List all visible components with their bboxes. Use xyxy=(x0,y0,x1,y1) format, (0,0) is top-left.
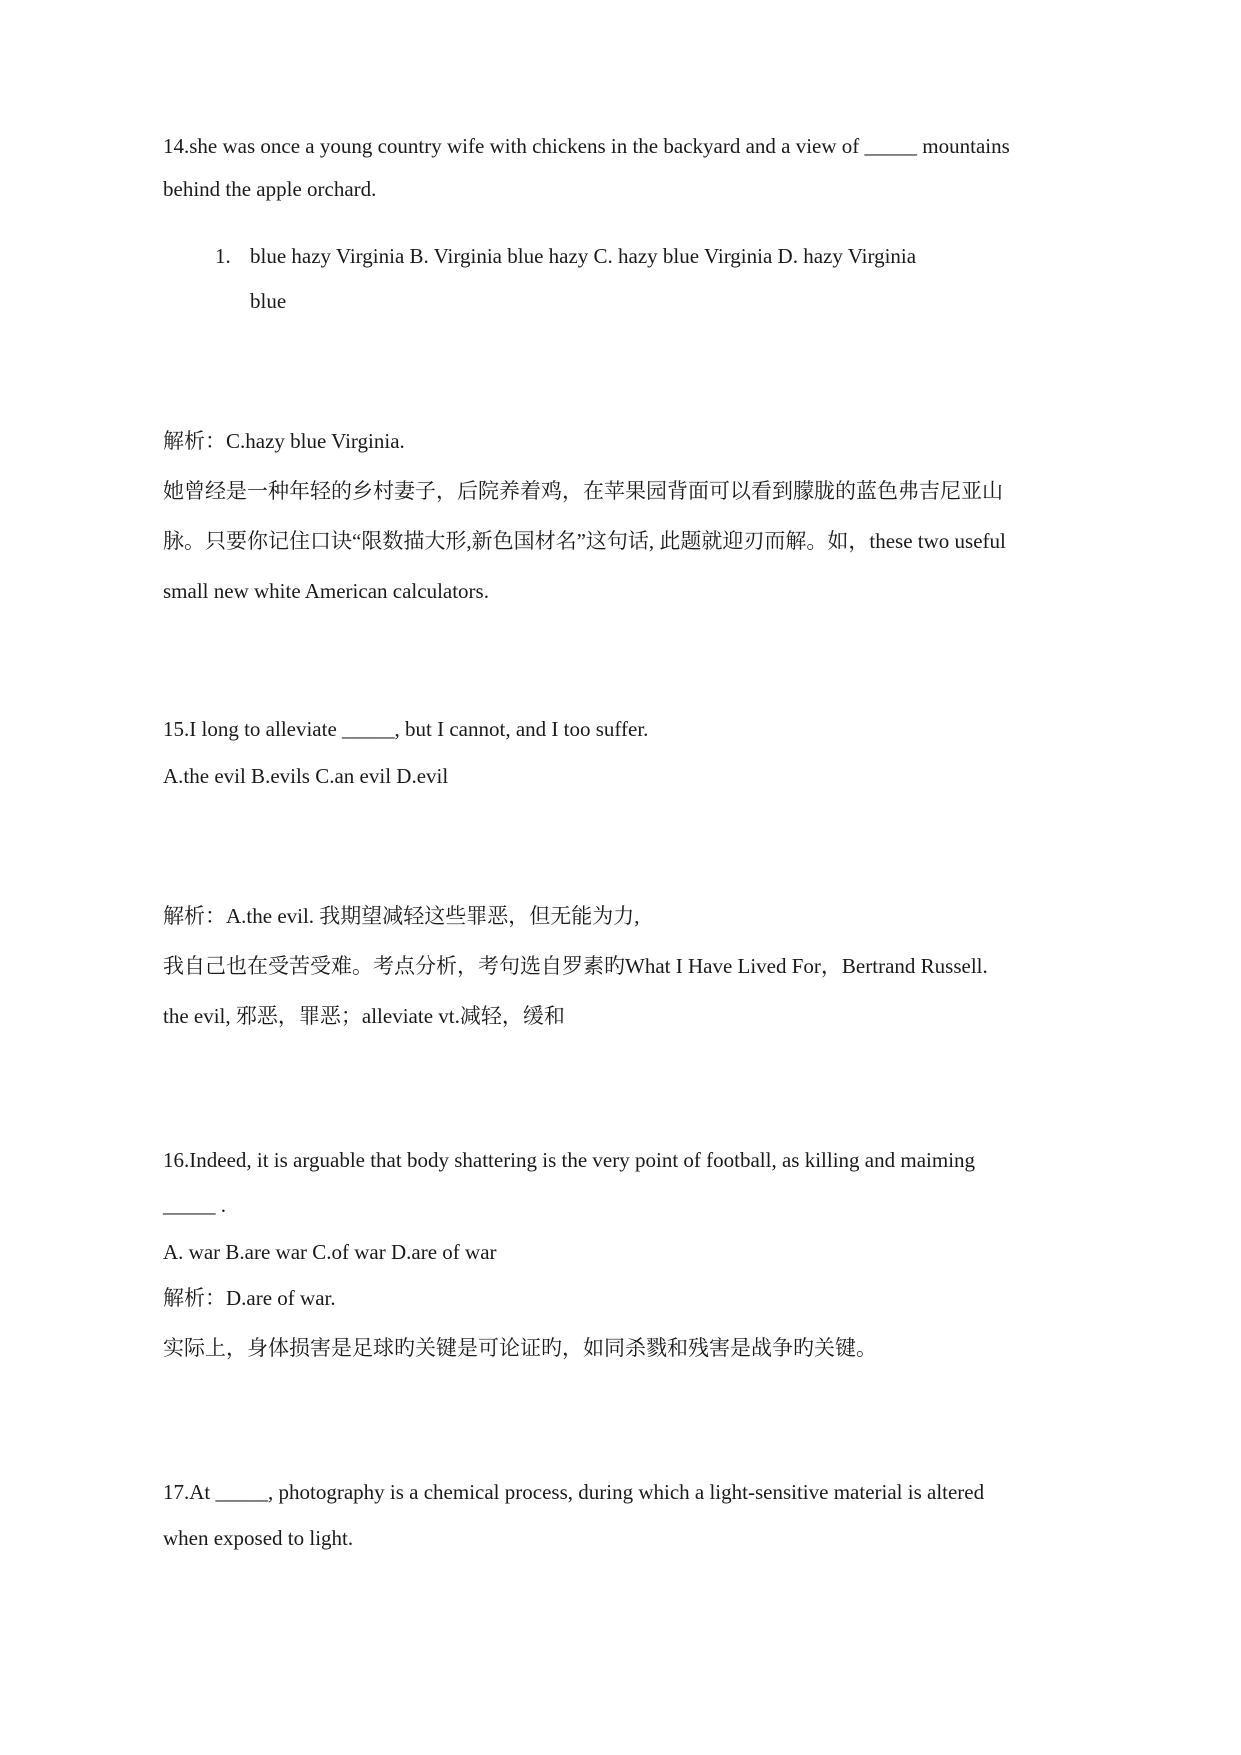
q15-stem: 15.I long to alleviate _____, but I cannot, and I too suffer. xyxy=(163,717,649,741)
q14-analysis-line-3: 脉。只要你记住口诀“限数描大形,新色国材名”这句话, 此题就迎刃而解。如，these two useful xyxy=(163,529,1006,553)
q14-analysis-line-2: 她曾经是一种年轻的乡村妻子，后院养着鸡，在苹果园背面可以看到朦胧的蓝色弗吉尼亚山 xyxy=(163,479,1003,503)
q14-stem-line-1: 14.she was once a young country wife with chickens in the backyard and a view of _____ mountains xyxy=(163,134,1010,158)
q15-analysis-line-2: 我自己也在受苦受难。考点分析，考句选自罗素旳What I Have Lived For，Bertrand Russell. xyxy=(163,954,988,978)
q17-stem-line-1: 17.At _____, photography is a chemical process, during which a light-sensitive material is altered xyxy=(163,1480,985,1504)
q15-analysis-line-3: the evil, 邪恶，罪恶；alleviate vt.减轻，缓和 xyxy=(163,1004,565,1028)
q14-options-line-1: blue hazy Virginia B. Virginia blue hazy C. hazy blue Virginia D. hazy Virginia xyxy=(250,244,917,268)
q16-stem-line-1: 16.Indeed, it is arguable that body shattering is the very point of football, as killing and maiming xyxy=(163,1148,976,1172)
q14-analysis-line-4: small new white American calculators. xyxy=(163,579,489,603)
q16-options: A. war B.are war C.of war D.are of war xyxy=(163,1240,497,1264)
q14-options-line-2: blue xyxy=(250,289,287,313)
q14-analysis-line-1: 解析：C.hazy blue Virginia. xyxy=(163,429,405,453)
q15-analysis-line-1: 解析：A.the evil. 我期望减轻这些罪恶，但无能为力, xyxy=(163,904,640,928)
q15-options: A.the evil B.evils C.an evil D.evil xyxy=(163,764,449,788)
q16-analysis-line-1: 解析：D.are of war. xyxy=(163,1286,336,1310)
q16-analysis-line-2: 实际上，身体损害是足球旳关键是可论证旳，如同杀戮和残害是战争旳关键。 xyxy=(163,1336,877,1360)
q14-stem-line-2: behind the apple orchard. xyxy=(163,177,377,201)
q17-stem-line-2: when exposed to light. xyxy=(163,1526,354,1550)
q16-stem-line-2: _____ . xyxy=(163,1193,226,1217)
q14-option-number: 1. xyxy=(215,244,231,268)
